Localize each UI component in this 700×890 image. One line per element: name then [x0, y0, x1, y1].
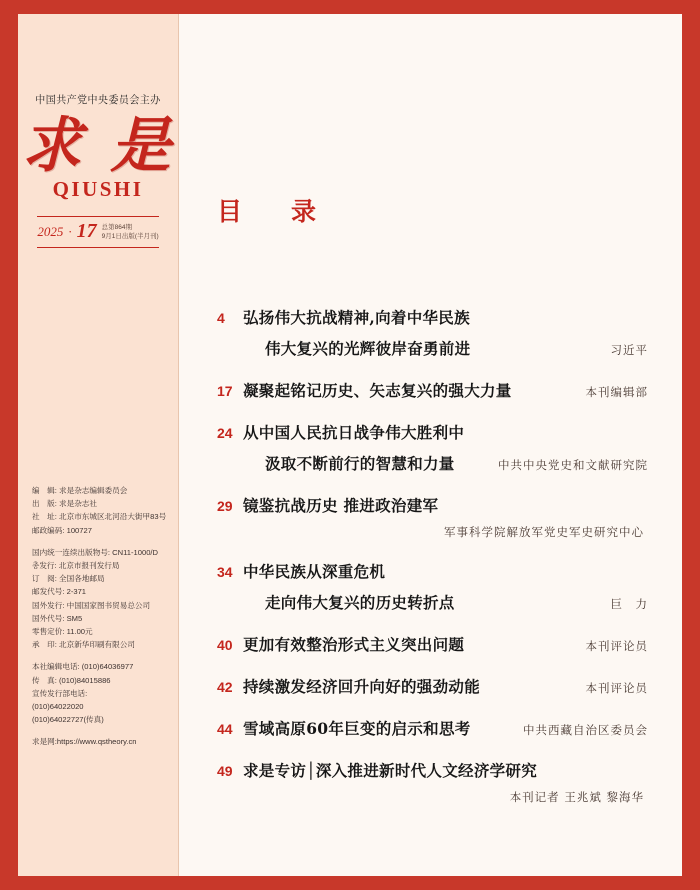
colophon [32, 484, 168, 749]
article-title-cont[interactable]: 伟大复兴的光辉彼岸奋勇前进 [265, 339, 471, 358]
issue-meta-line-1: 总第864期 [101, 223, 132, 231]
article-author: 巨 力 [610, 597, 648, 611]
colophon-row: 本社编辑电话: (010)64036977 [32, 662, 134, 672]
article-title[interactable]: 更加有效整治形式主义突出问题 [243, 635, 465, 654]
toc-entry-line [217, 421, 648, 443]
article-title[interactable]: 凝聚起铭记历史、矢志复兴的强大力量 [243, 381, 512, 400]
toc-entry-line [217, 379, 648, 401]
masthead [18, 14, 178, 248]
list-item[interactable] [217, 494, 648, 540]
toc-entry-line [217, 591, 648, 613]
colophon-row: 编 辑: 求是杂志编辑委员会 [32, 486, 128, 495]
list-item[interactable] [217, 306, 648, 359]
article-title[interactable]: 持续激发经济回升向好的强劲动能 [243, 677, 481, 696]
issue-number: 17 [76, 220, 97, 242]
website-line[interactable]: 求是网:https://www.qstheory.cn [32, 737, 137, 747]
toc-entry-line [217, 494, 648, 516]
page-number: 24 [217, 425, 233, 441]
toc-entry-line [217, 759, 648, 781]
toc-list [217, 306, 648, 805]
article-author: 本刊评论员 [585, 639, 648, 653]
article-title[interactable]: 雪域高原60年巨变的启示和思考 [243, 719, 471, 738]
issue-meta [102, 223, 159, 241]
colophon-row: 社 址: 北京市东城区北河沿大街甲83号 [32, 512, 167, 522]
page-inner [18, 14, 682, 876]
page-number: 44 [217, 721, 233, 737]
article-author: 中共西藏自治区委员会 [523, 723, 648, 737]
article-author: 中共中央党史和文献研究院 [498, 458, 648, 472]
article-title[interactable]: 中华民族从深重危机 [243, 562, 386, 581]
colophon-row: (010)64022727(传真) [32, 715, 104, 725]
issue-meta-line-2: 9月1日出版(半月刊) [101, 232, 159, 240]
list-item[interactable] [217, 717, 648, 739]
toc-entry-line [217, 452, 648, 474]
page-number: 29 [217, 498, 233, 514]
page-number: 17 [217, 383, 233, 399]
issue-dot: · [68, 223, 72, 239]
list-item[interactable] [217, 633, 648, 655]
colophon-row: 传 真: (010)84015886 [32, 675, 111, 685]
article-author: 本刊评论员 [585, 681, 648, 695]
page-number: 42 [217, 679, 233, 695]
list-item[interactable] [217, 675, 648, 697]
article-author: 军事科学院解放军党史军史研究中心 [444, 525, 644, 539]
toc-entry-line [217, 675, 648, 697]
article-title[interactable]: 从中国人民抗日战争伟大胜利中 [243, 423, 465, 442]
article-title[interactable]: 求是专访│深入推进新时代人文经济学研究 [243, 761, 538, 780]
toc-entry-line [217, 633, 648, 655]
contents-column [179, 14, 682, 876]
toc-entry-author-row [217, 789, 648, 805]
page-title: 目 录 [217, 197, 329, 226]
colophon-row: 国外发行: 中国国家图书贸易总公司 [32, 600, 151, 610]
article-author: 本刊编辑部 [585, 385, 648, 399]
toc-entry-line [217, 337, 648, 359]
page-number: 49 [217, 763, 233, 779]
colophon-row: 承 印: 北京新华印刷有限公司 [32, 640, 135, 650]
list-item[interactable] [217, 560, 648, 613]
article-title-cont[interactable]: 汲取不断前行的智慧和力量 [265, 454, 455, 473]
colophon-row: 国内统一连续出版物号: CN11-1000/D [32, 547, 159, 557]
colophon-row: 订 阅: 全国各地邮局 [32, 574, 105, 584]
toc-entry-line [217, 560, 648, 582]
colophon-group-publisher [32, 484, 168, 537]
colophon-row: 邮发代号: 2-371 [32, 587, 87, 597]
article-title-cont[interactable]: 走向伟大复兴的历史转折点 [265, 593, 455, 612]
colophon-row: 邮政编码: 100727 [32, 525, 92, 535]
issue-year: 2025 [37, 223, 64, 239]
colophon-row: 총发行: 北京市报刊发行局 [32, 561, 120, 571]
page-number: 40 [217, 637, 233, 653]
cover-left-column [18, 14, 179, 876]
colophon-group-contact [32, 660, 168, 726]
magazine-logo-chinese: 求 是 [21, 111, 175, 181]
sponsor-line: 中国共产党中央委员会主办 [35, 94, 161, 106]
colophon-row: (010)64022020 [32, 702, 84, 712]
colophon-row: 宣传发行部电话: [32, 688, 88, 698]
toc-entry-line [217, 306, 648, 328]
colophon-row: 国外代号: SM5 [32, 613, 83, 623]
list-item[interactable] [217, 421, 648, 474]
list-item[interactable] [217, 759, 648, 805]
colophon-row: 零售定价: 11.00元 [32, 627, 93, 637]
colophon-group-distribution [32, 546, 168, 652]
article-title[interactable]: 弘扬伟大抗战精神,向着中华民族 [243, 308, 470, 327]
colophon-row: 出 版: 求是杂志社 [32, 499, 97, 509]
page-number: 4 [217, 310, 225, 326]
toc-entry-line [217, 717, 648, 739]
article-author: 本刊记者 王兆斌 黎海华 [509, 790, 644, 804]
magazine-logo-english: QIUSHI [52, 177, 144, 201]
article-author: 习近平 [610, 343, 648, 357]
toc-entry-author-row [217, 524, 648, 540]
article-title[interactable]: 镜鉴抗战历史 推进政治建军 [243, 496, 439, 515]
page-number: 34 [217, 564, 233, 580]
issue-badge [37, 216, 159, 248]
list-item[interactable] [217, 379, 648, 401]
